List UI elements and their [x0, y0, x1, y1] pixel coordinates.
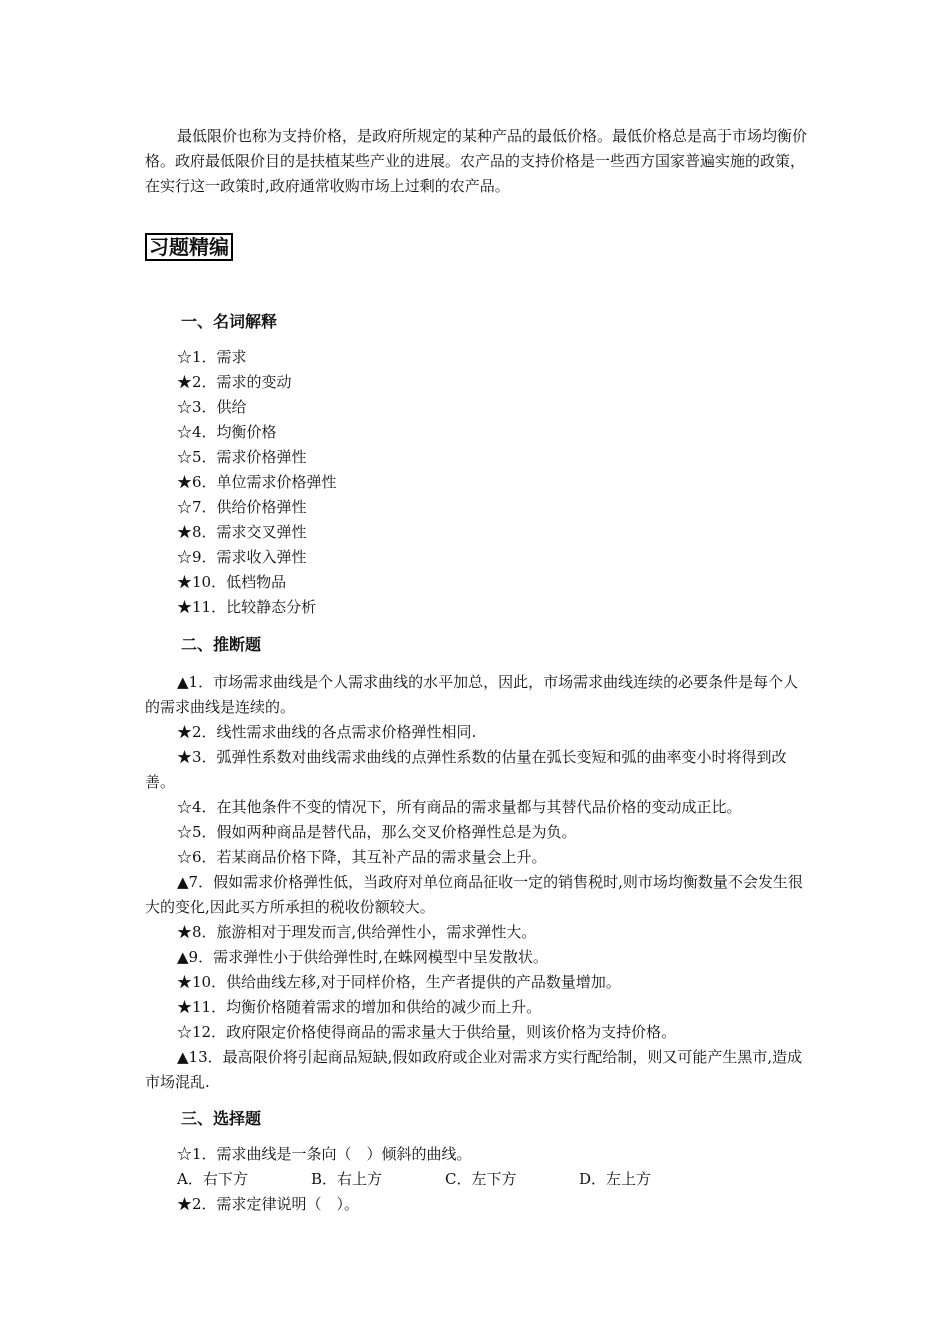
intro-paragraph: 最低限价也称为支持价格，是政府所规定的某种产品的最低价格。最低价格总是高于市场均衡价格。政府最低限价目的是扶植某些产业的进展。农产品的支持价格是一些西方国家普遍实施的政策，在实行这一政策时,政府通常收购市场上过剩的农产品。 — [145, 127, 808, 195]
choice-option: A．右下方 — [177, 1170, 248, 1188]
judgment-item: ★10．供给曲线左移,对于同样价格，生产者提供的产品数量增加。 — [177, 973, 621, 991]
part1-heading: 一、名词解释 — [181, 312, 278, 331]
judgment-item: ★8．旅游相对于理发而言,供给弹性小，需求弹性大。 — [177, 923, 537, 941]
judgment-item: ☆5．假如两种商品是替代品，那么交叉价格弹性总是为负。 — [177, 823, 577, 841]
term-item: ☆4．均衡价格 — [177, 423, 277, 441]
part3-heading: 三、选择题 — [181, 1109, 262, 1128]
judgment-item: ★2．线性需求曲线的各点需求价格弹性相同. — [177, 723, 477, 741]
judgment-item: ▲13．最高限价将引起商品短缺,假如政府或企业对需求方实行配给制，则又可能产生黑市,造成市场混乱. — [145, 1048, 803, 1091]
judgment-item: ★3．弧弹性系数对曲线需求曲线的点弹性系数的估量在弧长变短和弧的曲率变小时将得到改善。 — [145, 748, 787, 791]
choice-options — [177, 1167, 651, 1192]
section-title: 习题精编 — [145, 233, 233, 261]
term-item: ☆3．供给 — [177, 398, 247, 416]
term-item: ★6．单位需求价格弹性 — [177, 473, 337, 491]
term-item: ★10．低档物品 — [177, 573, 287, 591]
choice-option: B．右上方 — [311, 1170, 383, 1188]
judgment-item: ☆4．在其他条件不变的情况下，所有商品的需求量都与其替代品价格的变动成正比。 — [177, 798, 742, 816]
judgment-item: ☆6．若某商品价格下降，其互补产品的需求量会上升。 — [177, 848, 547, 866]
choice-question: ☆1．需求曲线是一条向（ ）倾斜的曲线。 — [177, 1145, 472, 1163]
choice-option: C．左下方 — [445, 1170, 517, 1188]
term-item: ★11．比较静态分析 — [177, 598, 317, 616]
judgment-item: ★11．均衡价格随着需求的增加和供给的减少而上升。 — [177, 998, 542, 1016]
term-item: ☆1．需求 — [177, 348, 247, 366]
judgment-item: ▲9．需求弹性小于供给弹性时,在蛛网模型中呈发散状。 — [177, 948, 548, 966]
term-item: ☆7．供给价格弹性 — [177, 498, 307, 516]
choice-option: D．左上方 — [579, 1170, 652, 1188]
term-item: ★8．需求交叉弹性 — [177, 523, 307, 541]
judgment-item: ☆12．政府限定价格使得商品的需求量大于供给量，则该价格为支持价格。 — [177, 1023, 677, 1041]
judgment-item: ▲7．假如需求价格弹性低，当政府对单位商品征收一定的销售税时,则市场均衡数量不会发生很大的变化,因此买方所承担的税收份额较大。 — [145, 873, 803, 916]
term-item: ☆5．需求价格弹性 — [177, 448, 307, 466]
term-item: ★2．需求的变动 — [177, 373, 292, 391]
term-item: ☆9．需求收入弹性 — [177, 548, 307, 566]
judgment-item: ▲1．市场需求曲线是个人需求曲线的水平加总，因此，市场需求曲线连续的必要条件是每个人的需求曲线是连续的。 — [145, 673, 799, 716]
part2-heading: 二、推断题 — [181, 635, 262, 654]
choice-question: ★2．需求定律说明（ ）。 — [177, 1195, 360, 1213]
